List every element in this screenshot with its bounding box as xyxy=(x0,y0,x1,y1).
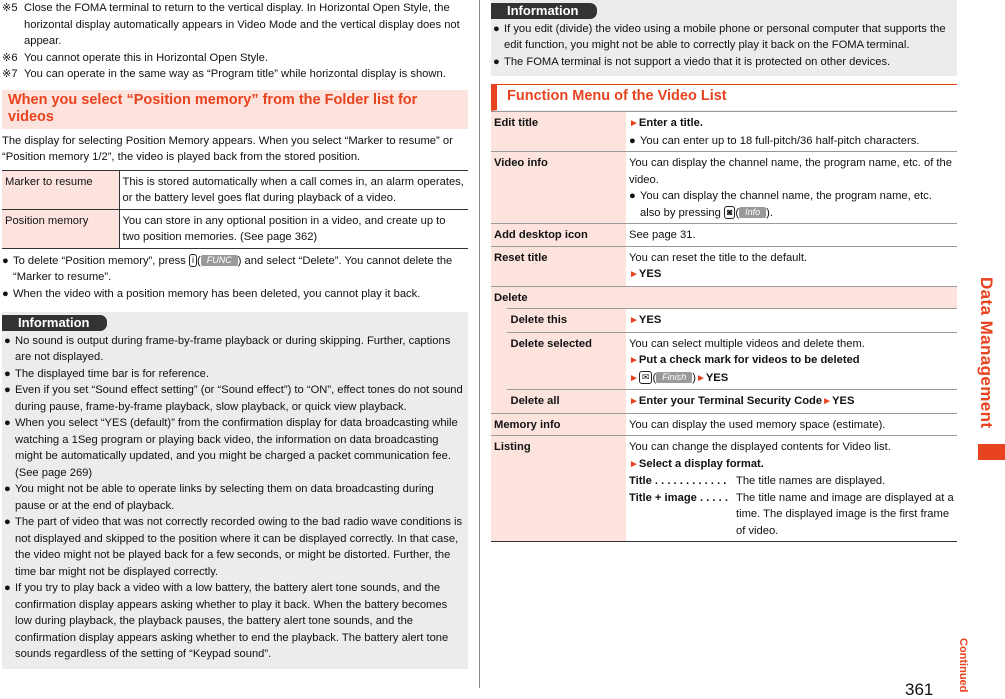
camera-key-icon: ◙ xyxy=(724,206,735,219)
row-label: Memory info xyxy=(491,413,626,436)
footnote-text: Close the FOMA terminal to return to the vertical display. In Horizontal Open Style, the horizontal display automatically appears in Video Mode and the vertical display does not appear. xyxy=(24,2,460,47)
listing-option-title-image: Title + image . . . . . The title name and image are displayed at a time. The displayed image is the first frame of video. xyxy=(629,491,954,537)
information-tag: Information xyxy=(2,315,107,331)
arrow-icon: ► xyxy=(629,396,639,407)
footnote-mark: ※6 xyxy=(2,51,18,64)
bullet-dot: ● xyxy=(2,287,9,300)
table-row xyxy=(2,170,468,209)
info-item: ● You might not be able to operate links by selecting them on data broadcasting during pause or at the end of playback. xyxy=(4,483,434,512)
info-item: ● The displayed time bar is for reference. xyxy=(4,367,210,380)
intro-paragraph: The display for selecting Position Memory appears. When you select “Marker to resume” or “Position memory 1/2”, the video is played back from the stored position. xyxy=(2,134,453,163)
column-divider xyxy=(479,0,480,688)
footnote-6 xyxy=(2,50,468,67)
row-label: Reset title xyxy=(491,246,626,286)
arrow-icon: ► xyxy=(629,458,639,470)
row-label: Video info xyxy=(491,152,626,224)
listing-option-title: Title . . . . . . . . . . . . The title names are displayed. xyxy=(629,475,886,487)
row-label: Edit title xyxy=(491,112,626,152)
section-title-function-menu: Function Menu of the Video List xyxy=(491,84,957,111)
table-row-delete-this: Delete this ►YES xyxy=(491,309,957,333)
footnote-5 xyxy=(2,0,468,50)
info-item: ● Even if you set “Sound effect setting” (or “Sound effect”) to “ON”, effect tones do not sound during pause, frame-by-frame playback, slow playback, or quick view playback. xyxy=(4,384,463,413)
bullet-dot: ● xyxy=(2,254,9,267)
arrow-icon: ► xyxy=(629,315,639,326)
table-label: Position memory xyxy=(2,209,119,248)
side-tab-label: Data Management xyxy=(977,277,996,429)
page-number: 361 xyxy=(905,680,934,699)
arrow-icon: ► xyxy=(629,269,639,280)
info-item: ● When you select “YES (default)” from the confirmation display for data broadcasting while watching a 1Seg program or playing back video, the information on data broadcasting might be automatically updated, and you might be charged a packet communication fee. (See page 269) xyxy=(4,417,458,479)
row-label: Delete this xyxy=(507,309,626,333)
function-menu-table xyxy=(491,111,957,542)
table-row-video-info: Video info You can display the channel name, the program name, etc. of the video. ● You can display the channel name, the program name, etc. also by pressing ◙ ( Info ). xyxy=(491,152,957,224)
footnote-text: You cannot operate this in Horizontal Open Style. xyxy=(24,51,268,64)
table-row-delete xyxy=(491,286,957,309)
table-row-reset-title: Reset title You can reset the title to the default. ►YES xyxy=(491,246,957,286)
footnote-7 xyxy=(2,66,468,83)
func-softkey-icon: FUNC xyxy=(201,255,238,266)
left-column xyxy=(2,0,468,669)
bullet-deleted-video: ● When the video with a position memory has been deleted, you cannot play it back. xyxy=(2,286,468,303)
continued-label: Continued xyxy=(957,638,969,693)
table-row-add-desktop: Add desktop icon See page 31. xyxy=(491,224,957,247)
footnote-text: You can operate in the same way as “Program title” while horizontal display is shown. xyxy=(24,68,446,80)
info-item: ● The part of video that was not correctly recorded owing to the bad radio wave conditions is not displayed and skipped to the position where it can be displayed correctly. In that case, the video might not be played back for a few seconds, or might be distorted. Further, the time bar might not be displayed correctly. xyxy=(4,516,463,578)
side-tab-marker xyxy=(978,444,1005,460)
footnote-mark: ※5 xyxy=(2,2,18,14)
footnote-mark: ※7 xyxy=(2,68,18,80)
bullet-delete-position: ● To delete “Position memory”, press i ( FUNC ) and select “Delete”. You cannot delete the “Marker to resume”. xyxy=(2,254,453,283)
table-desc: You can store in any optional position in a video, and create up to two position memories. (See page 362) xyxy=(119,209,468,248)
table-desc: This is stored automatically when a call comes in, an alarm operates, or the battery level goes flat during playback of a video. xyxy=(119,170,468,209)
row-label: Delete xyxy=(491,286,957,309)
info-item: ● If you try to play back a video with a low battery, the battery alert tone sounds, and the confirmation display appears asking whether to play it back. When the battery becomes low during playback, the playback pauses, the battery alert tone sounds, and the confirmation display appears asking whether to end the playback. The battery alert tone sounds regardless of the setting of “Keypad sound”. xyxy=(4,582,449,660)
row-label: Listing xyxy=(491,436,626,542)
right-column xyxy=(491,0,957,542)
section-title-position-memory: When you select “Position memory” from the Folder list for videos xyxy=(2,90,468,129)
i-mode-key-icon: i xyxy=(189,254,197,267)
row-label: Delete all xyxy=(507,390,626,414)
info-item: ● The FOMA terminal is not support a viedo that it is protected on other devices. xyxy=(493,55,891,68)
mail-key-icon: ✉ xyxy=(639,371,653,384)
table-row-delete-all: Delete all ►Enter your Terminal Security Code►YES xyxy=(491,390,957,414)
table-label: Marker to resume xyxy=(2,170,119,209)
info-item: ● If you edit (divide) the video using a mobile phone or personal computer that supports the edit function, you might not be able to correctly play it back on the FOMA terminal. xyxy=(493,22,946,51)
info-softkey-icon: Info xyxy=(739,207,766,218)
position-memory-table xyxy=(2,170,468,249)
info-item: ● No sound is output during frame-by-frame playback or during skipping. Further, captions are not displayed. xyxy=(4,334,451,363)
row-label: Add desktop icon xyxy=(491,224,626,247)
arrow-icon: ► xyxy=(822,396,833,407)
table-row xyxy=(2,209,468,248)
information-box xyxy=(2,312,468,669)
information-tag: Information xyxy=(491,3,597,19)
table-row-delete-selected: Delete selected You can select multiple videos and delete them. ►Put a check mark for videos to be deleted ► ✉ ( Finish )►YES xyxy=(491,332,957,390)
row-label: Delete selected xyxy=(507,332,626,390)
finish-softkey-icon: Finish xyxy=(656,372,692,383)
table-row-listing: Listing You can change the displayed contents for Video list. ►Select a display format. Title . . . . . . . . . . . . The title names are displayed. Title + image . . . . . The title name and image are displayed at a time. The displayed image is the first frame of video. xyxy=(491,436,957,542)
arrow-icon: ► xyxy=(629,355,639,366)
information-box xyxy=(491,0,957,76)
arrow-icon: ► xyxy=(629,372,639,384)
table-row-edit-title: Edit title ►Enter a title. ● You can enter up to 18 full-pitch/36 half-pitch characters. xyxy=(491,112,957,152)
table-row-memory-info: Memory info You can display the used memory space (estimate). xyxy=(491,413,957,436)
arrow-icon: ► xyxy=(695,372,706,384)
arrow-icon: ► xyxy=(629,118,639,129)
